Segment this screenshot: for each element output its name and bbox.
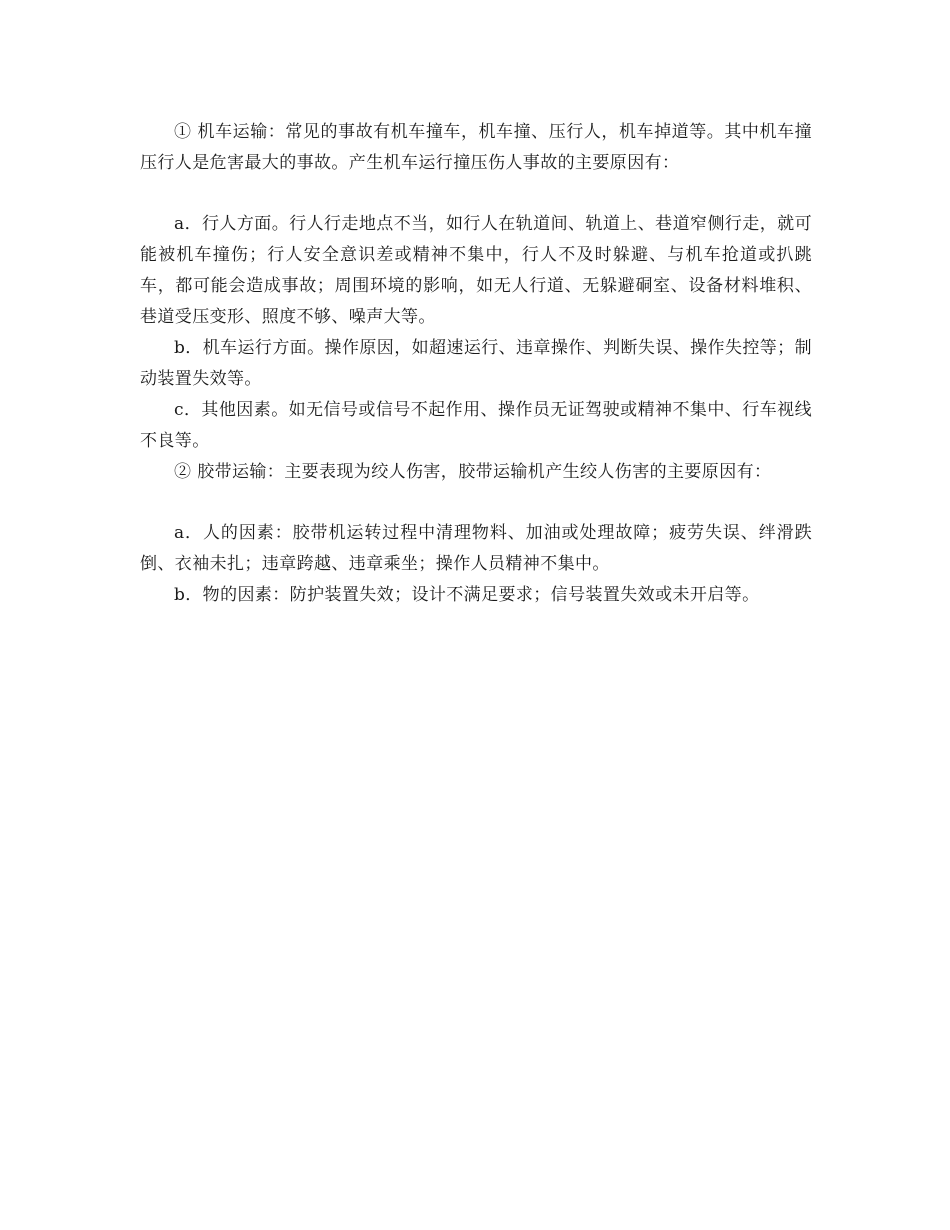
paragraph-locomotive-transport: ① 机车运输：常见的事故有机车撞车，机车撞、压行人，机车掉道等。其中机车撞压行人是危害最大的事故。产生机车运行撞压伤人事故的主要原因有： xyxy=(140,122,812,173)
paragraph-gap xyxy=(140,179,812,209)
paragraph-material-factors: b．物的因素：防护装置失效；设计不满足要求；信号装置失效或未开启等。 xyxy=(174,585,760,605)
paragraph-belt-transport: ② 胶带运输：主要表现为绞人伤害，胶带运输机产生绞人伤害的主要原因有： xyxy=(174,462,772,482)
paragraph-pedestrian-factors: a．行人方面。行人行走地点不当，如行人在轨道间、轨道上、巷道窄侧行走，就可能被机车撞伤；行人安全意识差或精神不集中，行人不及时躲避、与机车抢道或扒跳车，都可能会造成事故；周围环境的影响，如无人行道、无躲避硐室、设备材料堆积、巷道受压变形、照度不够、噪声大等。 xyxy=(140,214,812,327)
paragraph-locomotive-operation: b．机车运行方面。操作原因，如超速运行、违章操作、判断失误、操作失控等；制动装置失效等。 xyxy=(140,338,812,389)
document-body xyxy=(140,117,812,611)
paragraph-human-factors: a．人的因素：胶带机运转过程中清理物料、加油或处理故障；疲劳失误、绊滑跌倒、衣袖未扎；违章跨越、违章乘坐；操作人员精神不集中。 xyxy=(140,523,812,574)
paragraph-other-factors: c．其他因素。如无信号或信号不起作用、操作员无证驾驶或精神不集中、行车视线不良等。 xyxy=(140,400,812,451)
paragraph-gap xyxy=(140,488,812,518)
